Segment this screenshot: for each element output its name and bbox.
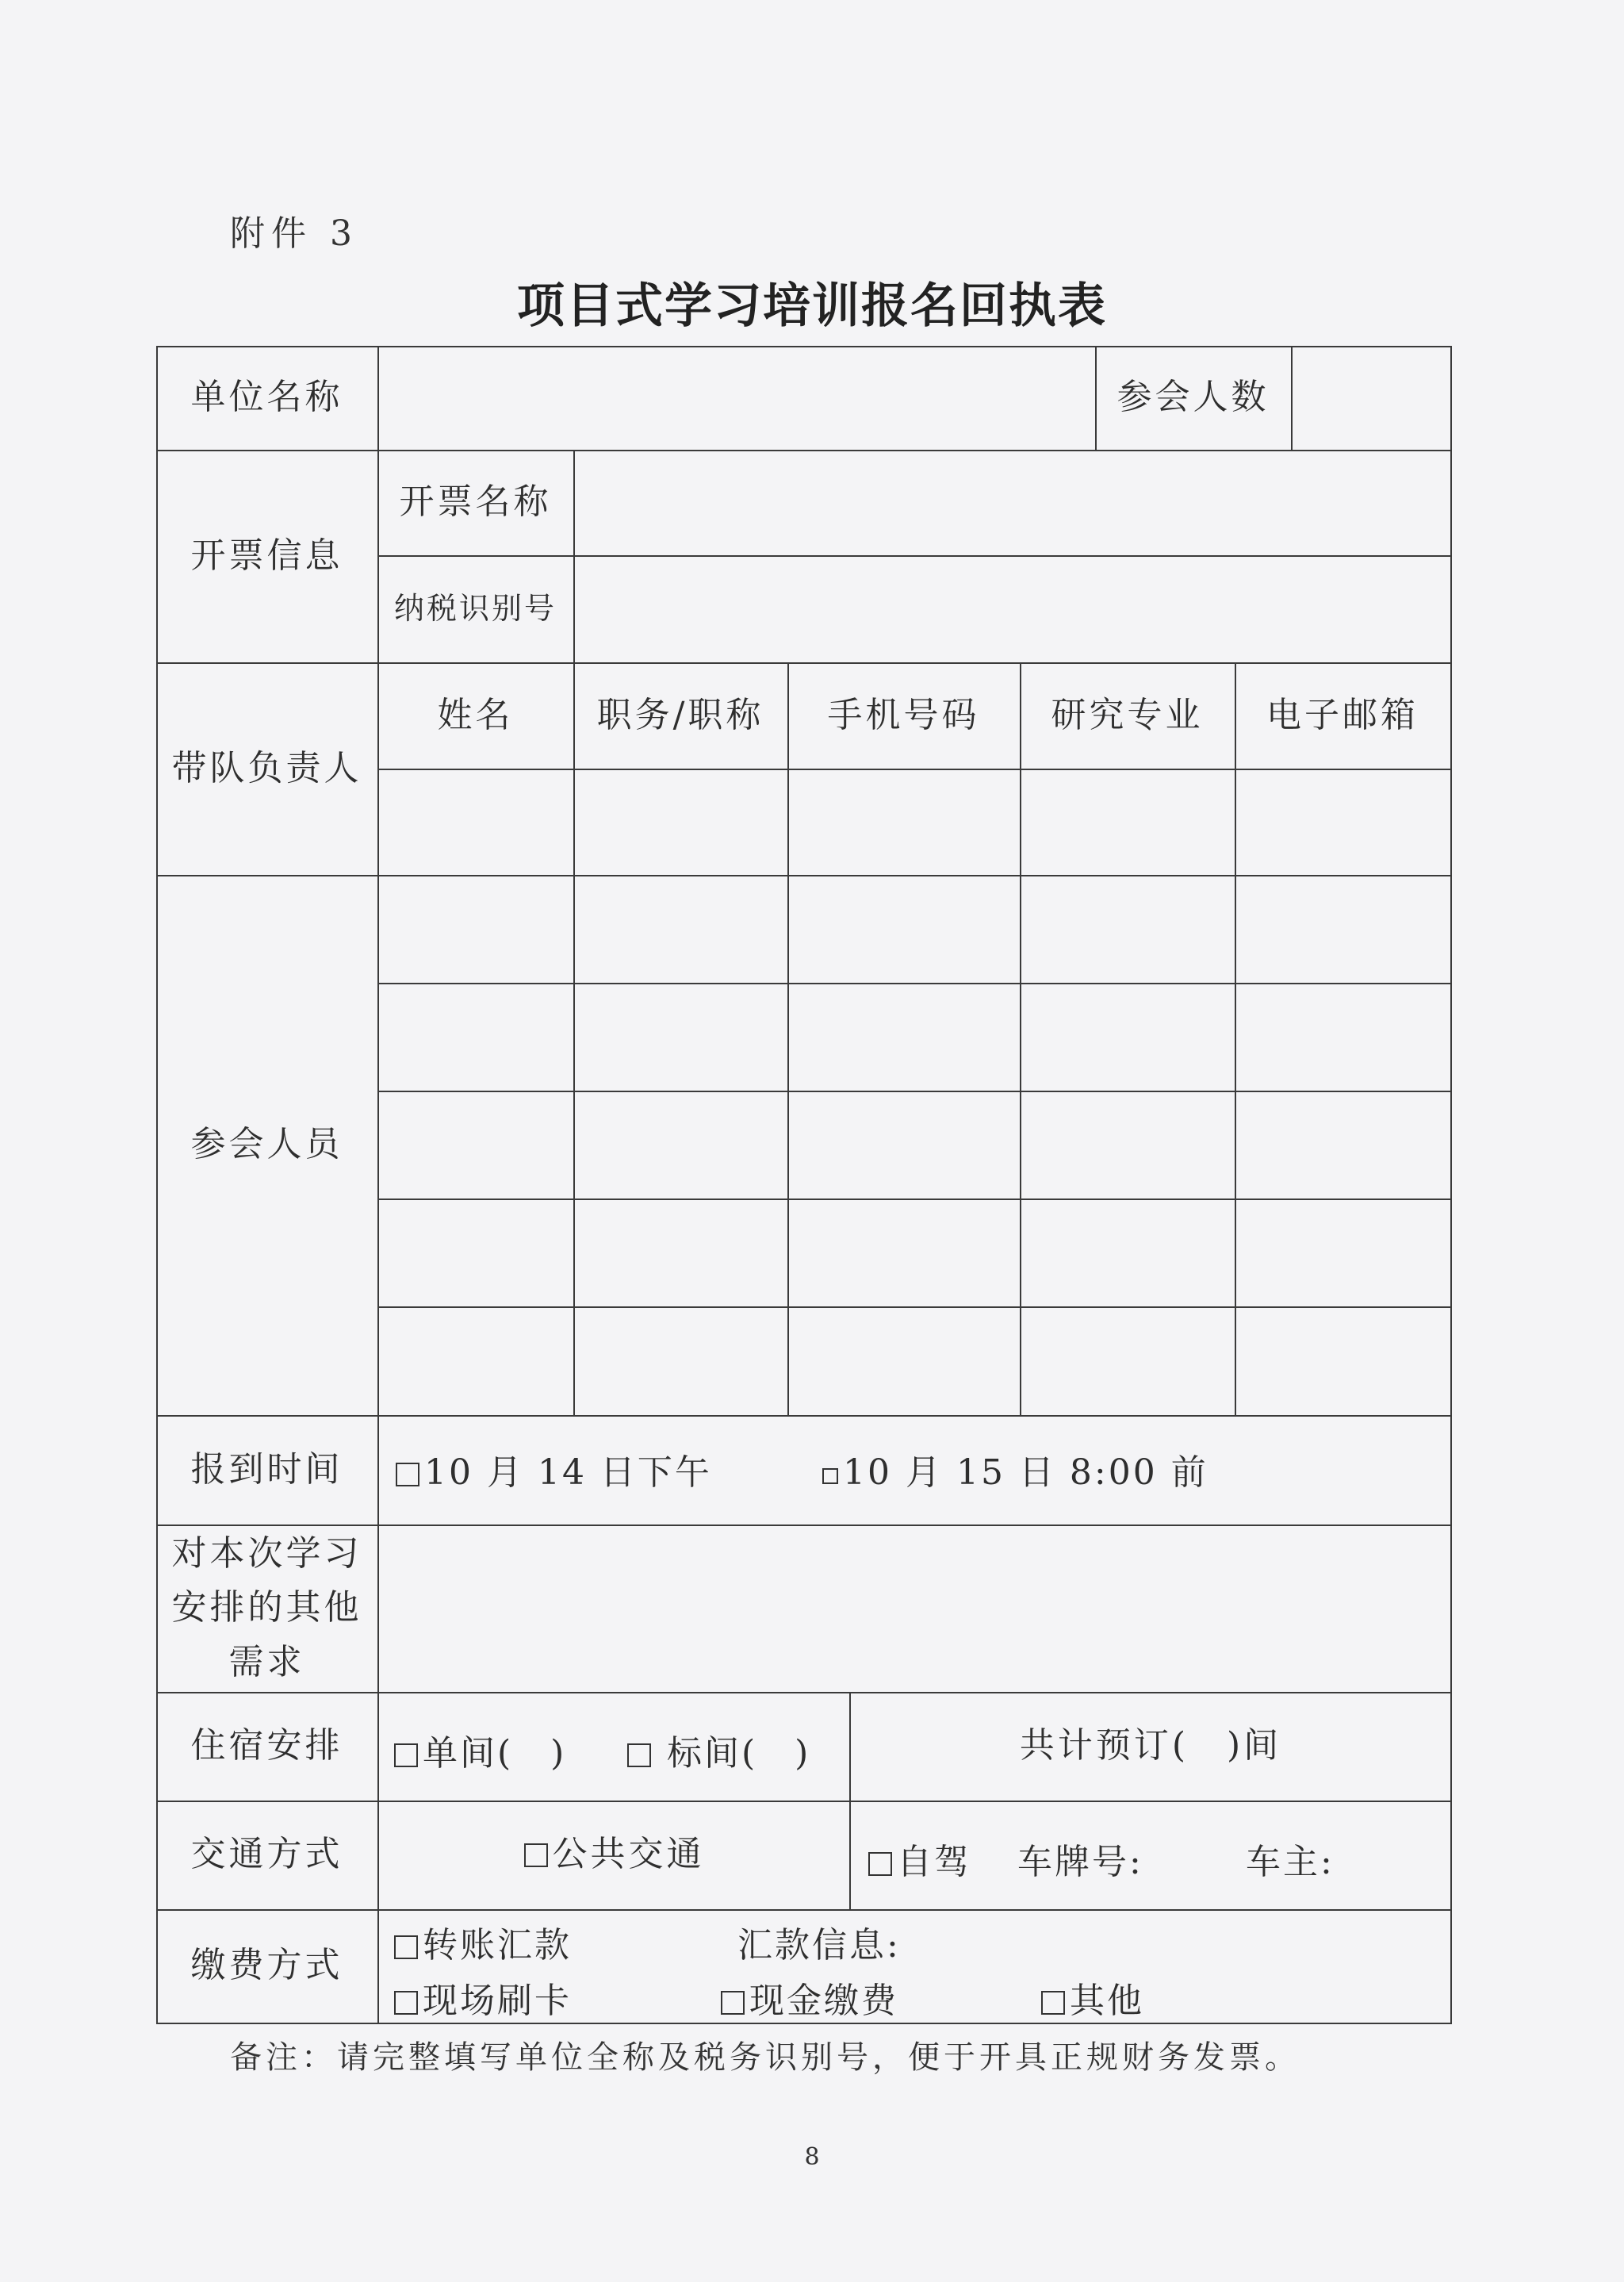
table-line (787, 662, 789, 1415)
pay-other-option[interactable] (1041, 1972, 1144, 2023)
label-invoice-info: 开票信息 (190, 535, 343, 576)
checkbox-icon (394, 1743, 418, 1767)
label-team-leader: 带队负责人 (171, 747, 362, 788)
table-line (1020, 662, 1021, 1415)
checkbox-icon (1041, 1991, 1065, 2015)
checkbox-icon (868, 1852, 892, 1876)
checkbox-icon (394, 1935, 418, 1959)
checkbox-icon (822, 1468, 838, 1484)
tax-id-field[interactable] (575, 557, 1450, 662)
column-header-email: 电子邮箱 (1266, 694, 1419, 735)
pay-cash-option[interactable] (721, 1972, 898, 2023)
checkbox-icon (524, 1843, 548, 1867)
column-header-phone: 手机号码 (827, 694, 980, 735)
checkin-option-label: 10 月 14 日下午 (424, 1452, 712, 1493)
remit-info-label: 汇款信息: (737, 1925, 901, 1966)
table-line (1235, 662, 1236, 1415)
invoice-name-field[interactable] (575, 451, 1450, 555)
label-attendee-count: 参会人数 (1116, 377, 1270, 418)
column-header-name: 姓名 (437, 694, 514, 735)
table-line (377, 769, 1452, 770)
pay-card-label: 现场刷卡 (423, 1981, 572, 2021)
label-attendees: 参会人员 (190, 1124, 343, 1165)
label-other-needs (156, 1525, 377, 1692)
checkin-option-label: 10 月 15 日 8:00 前 (843, 1452, 1208, 1493)
label-unit-name: 单位名称 (190, 377, 343, 418)
checkin-option-oct14[interactable] (396, 1444, 712, 1494)
lodging-single-option[interactable] (394, 1724, 566, 1775)
pay-transfer-option[interactable] (394, 1916, 572, 1967)
plate-number-label: 车牌号: (1017, 1842, 1143, 1882)
checkbox-icon (396, 1463, 419, 1486)
page-title: 项目式学习培训报名回执表 (517, 278, 1107, 334)
table-line (377, 983, 1452, 984)
pay-other-label: 其他 (1070, 1981, 1144, 2021)
checkbox-icon (721, 1991, 745, 2015)
transport-public-label: 公共交通 (552, 1834, 705, 1875)
label-line: 需求 (228, 1641, 305, 1682)
column-header-title: 职务/职称 (596, 694, 764, 735)
registration-form-table (156, 346, 1452, 2024)
checkbox-icon (627, 1743, 651, 1767)
lodging-total: 共计预订( )间 (1019, 1725, 1282, 1766)
checkbox-icon (394, 1991, 418, 2015)
pay-card-option[interactable] (394, 1972, 572, 2023)
table-line (377, 1091, 1452, 1092)
attachment-label: 附件 3 (230, 213, 358, 254)
table-border-bottom (156, 2023, 1452, 2024)
lodging-standard-label: 标间( ) (667, 1733, 811, 1774)
label-tax-id: 纳税识别号 (393, 591, 557, 627)
label-transport: 交通方式 (190, 1834, 343, 1875)
label-line: 安排的其他 (171, 1587, 362, 1628)
transport-self-label: 自驾 (897, 1842, 971, 1882)
lodging-single-label: 单间( ) (423, 1733, 567, 1774)
label-invoice-name: 开票名称 (399, 481, 552, 523)
page-number: 8 (804, 2143, 820, 2171)
footnote: 备注：请完整填写单位全称及税务识别号，便于开具正规财务发票。 (230, 2039, 1300, 2076)
table-line (377, 1306, 1452, 1308)
table-line (377, 1199, 1452, 1200)
unit-name-field[interactable] (379, 347, 1095, 450)
lodging-standard-option[interactable] (627, 1724, 810, 1775)
column-header-major: 研究专业 (1051, 694, 1204, 735)
pay-cash-label: 现金缴费 (749, 1981, 898, 2021)
label-line: 对本次学习 (171, 1533, 362, 1574)
checkin-option-oct15[interactable] (822, 1444, 1208, 1494)
transport-public-option[interactable] (379, 1801, 849, 1909)
car-owner-label: 车主: (1246, 1842, 1335, 1882)
label-lodging: 住宿安排 (190, 1725, 343, 1766)
table-border-right (1450, 346, 1452, 2024)
label-payment: 缴费方式 (190, 1945, 343, 1986)
other-needs-field[interactable] (379, 1526, 1450, 1692)
label-checkin-time: 报到时间 (190, 1448, 343, 1490)
transport-self-option[interactable] (868, 1833, 971, 1884)
pay-transfer-label: 转账汇款 (423, 1925, 572, 1966)
attendee-count-field[interactable] (1293, 347, 1450, 450)
